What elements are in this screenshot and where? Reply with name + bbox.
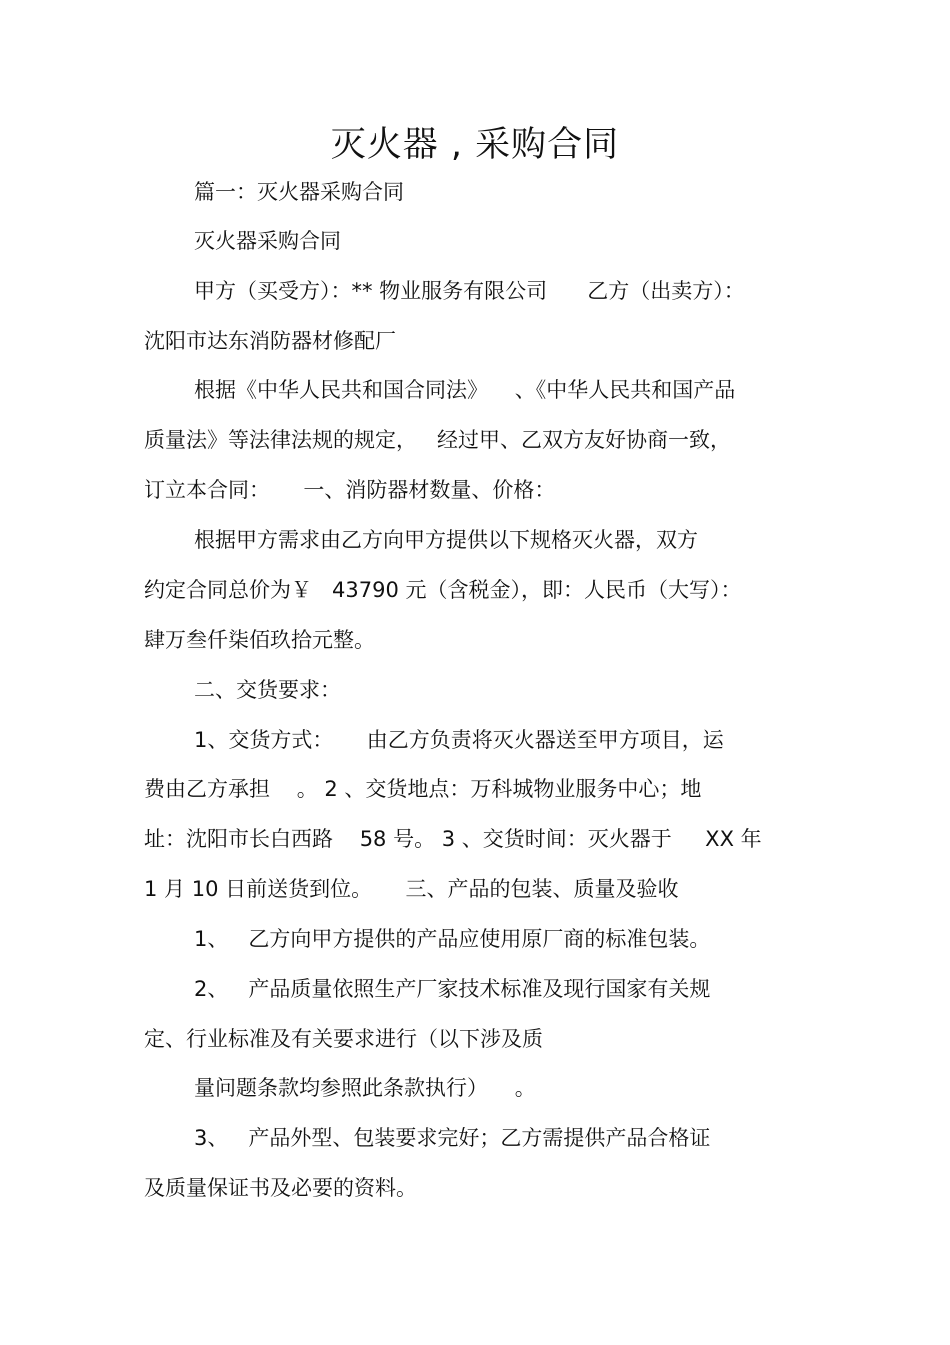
text-line: 篇一：灭火器采购合同	[194, 180, 404, 204]
text-line: 址：沈阳市长白西路 58 号。 3 、交货时间：灭火器于 XX 年	[144, 827, 762, 851]
text-line: 1 月 10 日前送货到位。 三、产品的包装、质量及验收	[144, 877, 679, 901]
text-line: 2、 产品质量依照生产厂家技术标准及现行国家有关规	[194, 977, 711, 1001]
text-line: 及质量保证书及必要的资料。	[144, 1176, 417, 1200]
text-line: 定、行业标准及有关要求进行（以下涉及质	[144, 1027, 543, 1051]
text-line: 订立本合同： 一、消防器材数量、价格：	[144, 478, 556, 502]
text-line: 灭火器采购合同	[194, 229, 341, 253]
text-line: 量问题条款均参照此条款执行） 。	[194, 1076, 536, 1100]
text-line: 3、 产品外型、包装要求完好；乙方需提供产品合格证	[194, 1126, 711, 1150]
text-line: 费由乙方承担 。 2 、交货地点：万科城物业服务中心；地	[144, 777, 702, 801]
text-line: 沈阳市达东消防器材修配厂	[144, 329, 396, 353]
text-line: 约定合同总价为￥ 43790 元（含税金），即：人民币（大写）：	[144, 578, 742, 602]
text-line: 二、交货要求：	[194, 678, 341, 702]
text-line: 质量法》等法律法规的规定， 经过甲、乙双方友好协商一致，	[144, 428, 732, 452]
text-line: 根据甲方需求由乙方向甲方提供以下规格灭火器，双方	[194, 528, 698, 552]
text-line: 肆万叁仟柒佰玖拾元整。	[144, 628, 375, 652]
text-line: 根据《中华人民共和国合同法》 、《中华人民共和国产品	[194, 378, 736, 402]
text-line: 1、 乙方向甲方提供的产品应使用原厂商的标准包装。	[194, 927, 711, 951]
text-line: 1、交货方式： 由乙方负责将灭火器送至甲方项目，运	[194, 728, 724, 752]
text-line: 甲方（买受方）：** 物业服务有限公司 乙方（出卖方）：	[194, 279, 745, 303]
document-title: 灭火器 , 采购合同	[330, 125, 620, 165]
